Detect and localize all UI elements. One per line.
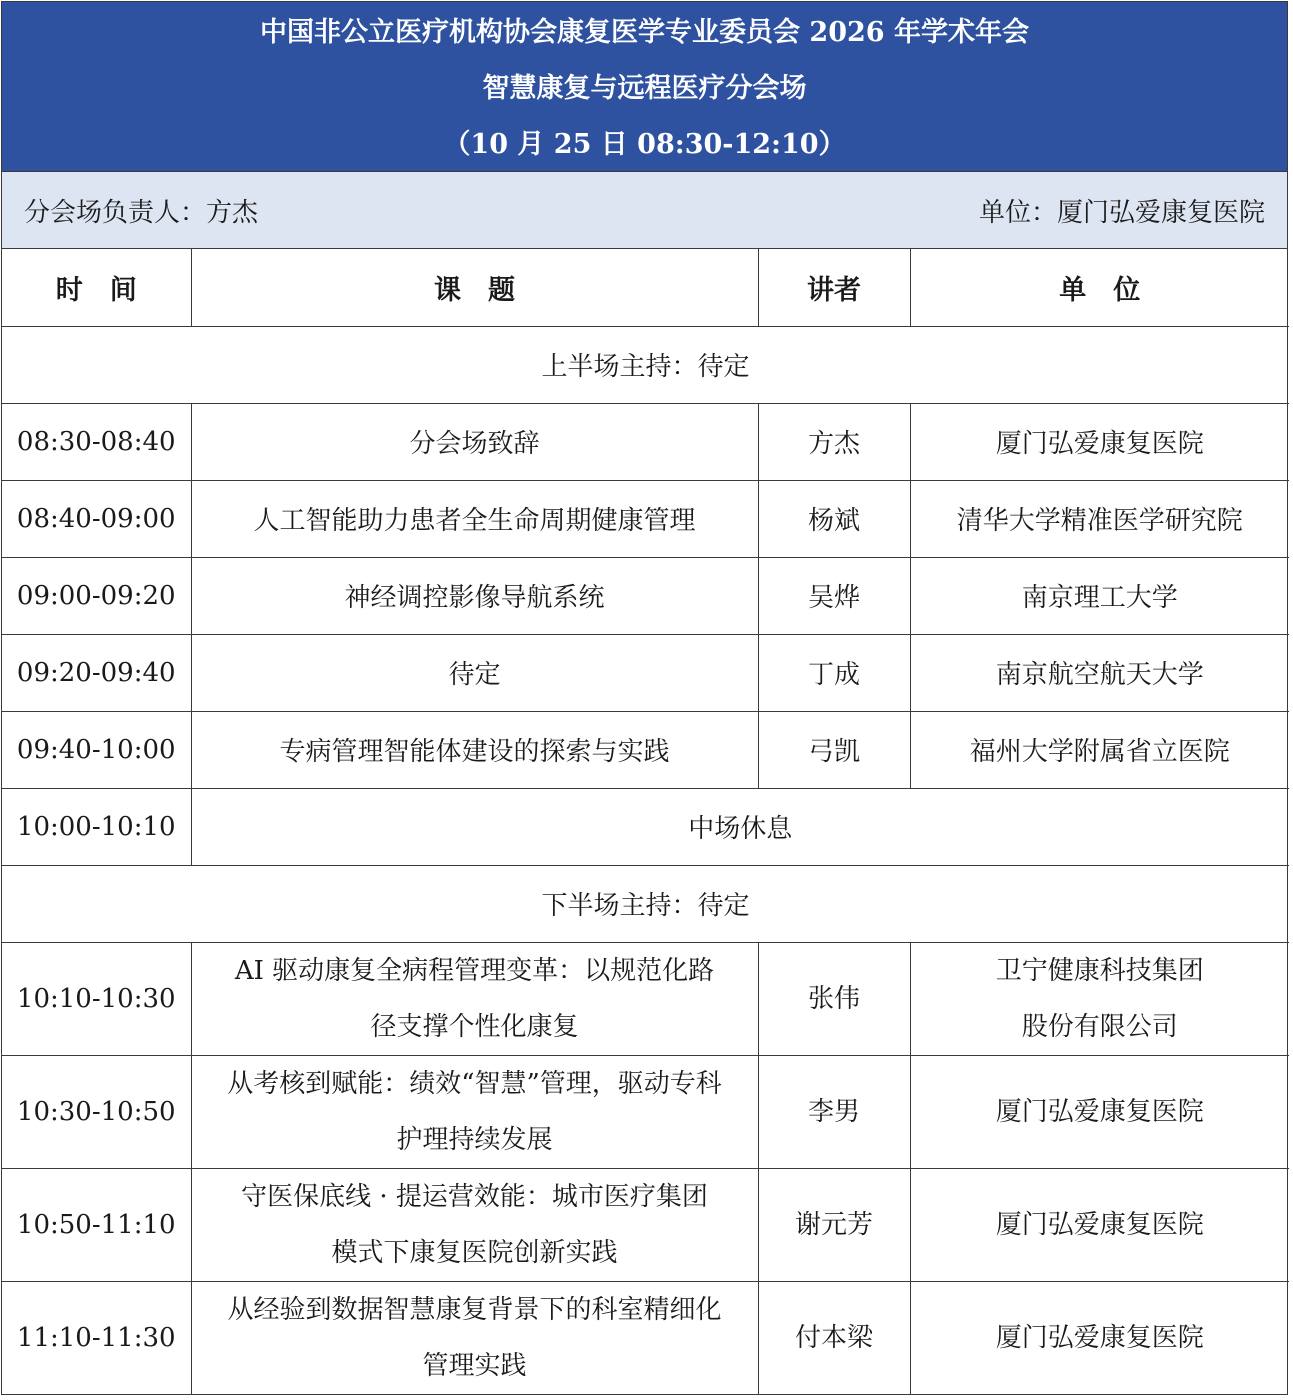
schedule-sheet [1,1,1288,1395]
topic-cell-line: 管理实践 [422,1350,527,1381]
speaker-cell: 付本梁 [758,1281,910,1394]
table-row [2,557,1289,634]
topic-cell: 人工智能助力患者全生命周期健康管理 [191,480,758,557]
speaker-cell: 丁成 [758,634,910,711]
topic-cell [191,1055,758,1168]
topic-cell [191,1168,758,1281]
session-leader: 分会场负责人：方杰 [24,197,259,228]
time-cell: 09:20-09:40 [2,634,191,711]
table-row [2,711,1289,788]
session-info-bar [2,172,1287,249]
speaker-cell: 张伟 [758,942,910,1055]
time-cell: 08:30-08:40 [2,403,191,480]
speaker-cell: 方杰 [758,403,910,480]
time-cell: 09:00-09:20 [2,557,191,634]
speaker-cell: 弓凯 [758,711,910,788]
session-date-time: （10 月 25 日 08:30-12:10） [443,129,846,160]
table-row [2,942,1289,1055]
host-row [2,326,1289,403]
unit-cell: 福州大学附属省立医院 [910,711,1289,788]
topic-cell [191,942,758,1055]
conference-title: 中国非公立医疗机构协会康复医学专业委员会 2026 年学术年会 [260,17,1029,48]
unit-cell: 厦门弘爱康复医院 [910,403,1289,480]
topic-cell: 分会场致辞 [191,403,758,480]
speaker-cell: 谢元芳 [758,1168,910,1281]
topic-cell: 神经调控影像导航系统 [191,557,758,634]
table-header-row [2,249,1289,326]
time-cell: 10:30-10:50 [2,1055,191,1168]
break-row [2,788,1289,865]
time-cell: 10:50-11:10 [2,1168,191,1281]
time-cell: 11:10-11:30 [2,1281,191,1394]
topic-cell: 待定 [191,634,758,711]
unit-cell: 厦门弘爱康复医院 [910,1281,1289,1394]
speaker-cell: 杨斌 [758,480,910,557]
session-title: 智慧康复与远程医疗分会场 [482,73,807,104]
topic-cell-line: 守医保底线 · 提运营效能：城市医疗集团 [241,1181,708,1212]
table-row [2,480,1289,557]
unit-cell: 厦门弘爱康复医院 [910,1168,1289,1281]
unit-cell: 厦门弘爱康复医院 [910,1055,1289,1168]
table-row [2,403,1289,480]
table-row [2,1281,1289,1394]
time-cell: 10:10-10:30 [2,942,191,1055]
topic-cell: 专病管理智能体建设的探索与实践 [191,711,758,788]
host-label: 上半场主持：待定 [2,326,1289,403]
unit-cell-line: 卫宁健康科技集团 [995,955,1204,986]
table-row [2,1168,1289,1281]
table-row [2,1055,1289,1168]
time-cell: 08:40-09:00 [2,480,191,557]
table-row [2,634,1289,711]
column-header-time: 时 间 [2,249,191,326]
speaker-cell: 吴烨 [758,557,910,634]
host-row [2,865,1289,942]
unit-cell [910,942,1289,1055]
column-header-topic: 课 题 [191,249,758,326]
schedule-table [2,249,1289,1394]
unit-cell: 清华大学精准医学研究院 [910,480,1289,557]
topic-cell-line: 从考核到赋能：绩效“智慧”管理，驱动专科 [227,1068,722,1099]
speaker-cell: 李男 [758,1055,910,1168]
unit-cell: 南京航空航天大学 [910,634,1289,711]
host-label: 下半场主持：待定 [2,865,1289,942]
topic-cell-line: AI 驱动康复全病程管理变革：以规范化路 [234,955,715,986]
time-cell: 10:00-10:10 [2,788,191,865]
column-header-speaker: 讲者 [758,249,910,326]
topic-cell-line: 从经验到数据智慧康复背景下的科室精细化 [227,1294,722,1325]
unit-cell-line: 股份有限公司 [1021,1011,1178,1042]
topic-cell-line: 模式下康复医院创新实践 [331,1237,618,1268]
topic-cell-line: 径支撑个性化康复 [370,1011,579,1042]
time-cell: 09:40-10:00 [2,711,191,788]
column-header-unit: 单 位 [910,249,1289,326]
unit-cell: 南京理工大学 [910,557,1289,634]
schedule-rows [2,326,1289,1394]
topic-cell-line: 护理持续发展 [396,1124,553,1155]
session-unit: 单位：厦门弘爱康复医院 [978,197,1265,228]
break-label: 中场休息 [191,788,1289,865]
topic-cell [191,1281,758,1394]
header-banner [2,2,1287,172]
